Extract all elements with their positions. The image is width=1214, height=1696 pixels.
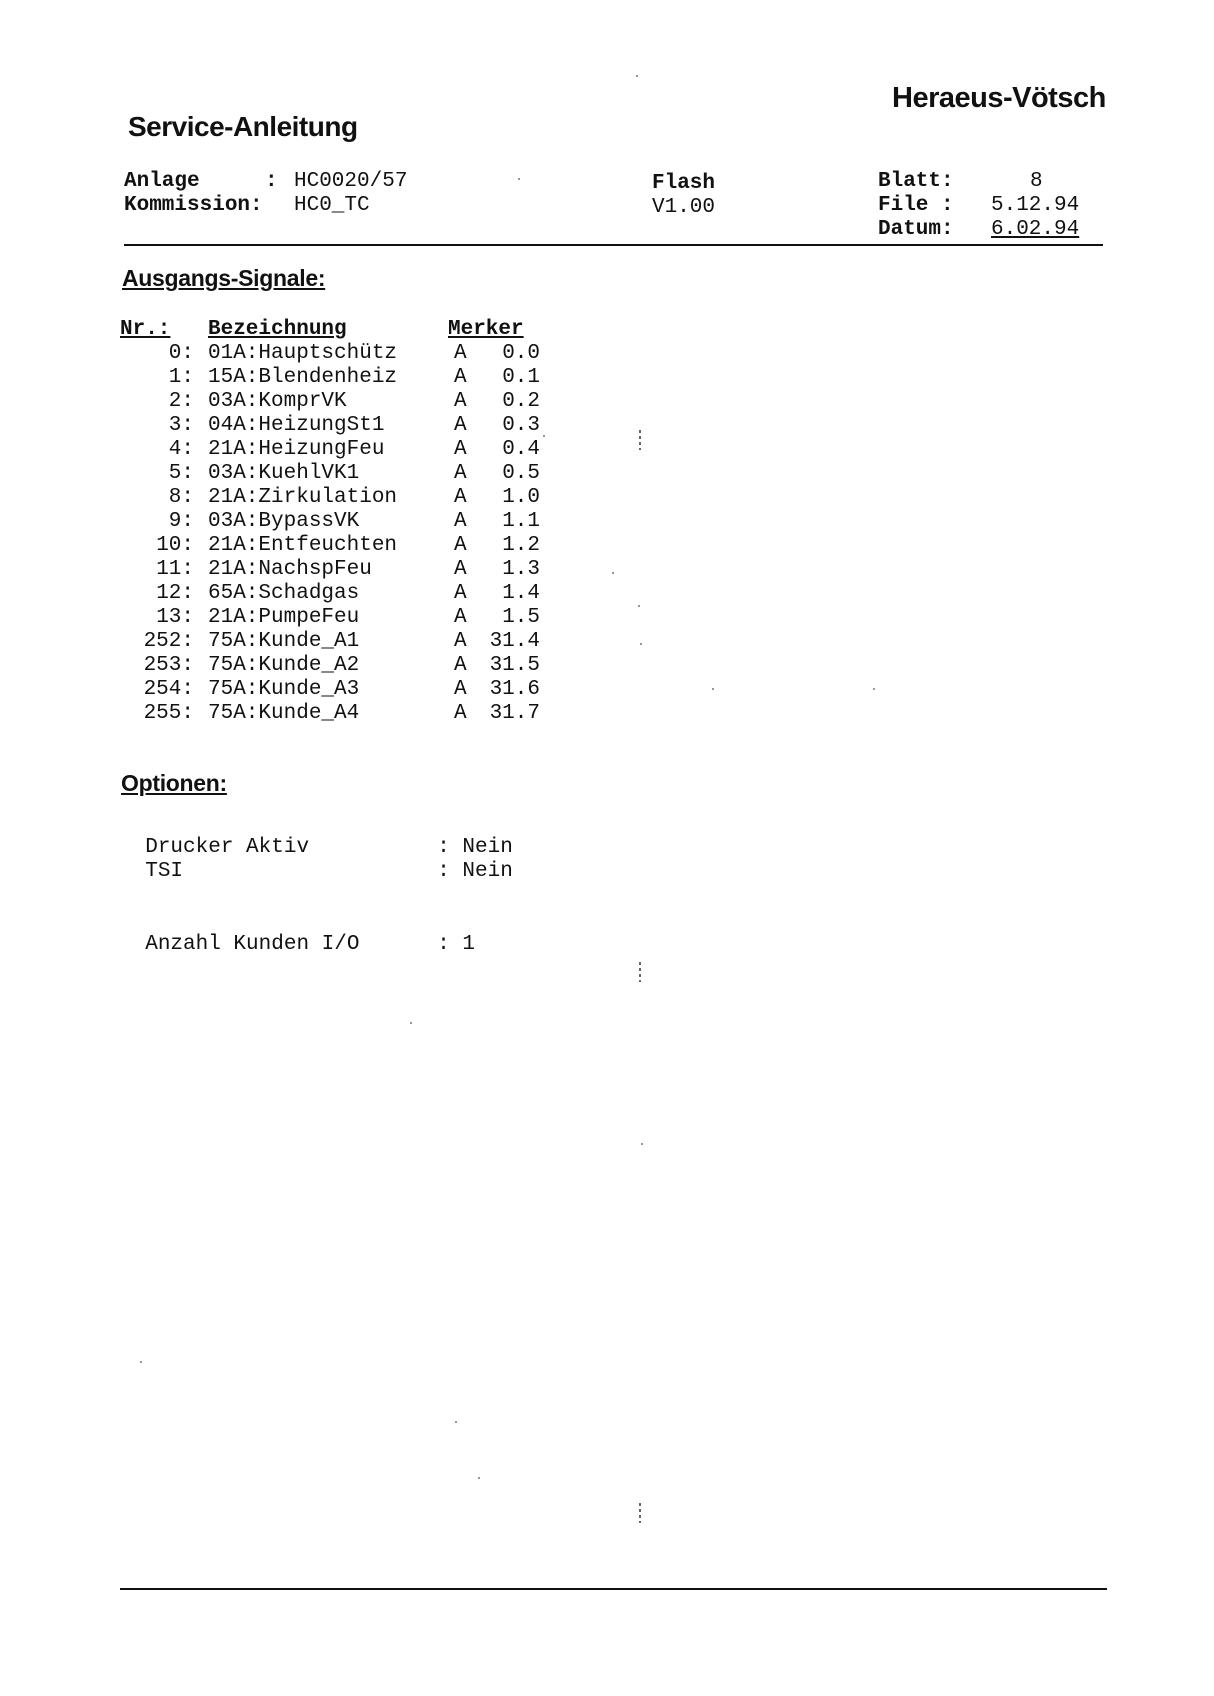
scan-speck — [140, 1361, 142, 1363]
footer-divider — [120, 1588, 1107, 1590]
scan-speck — [410, 1022, 412, 1024]
cell-merker: 1.4 — [502, 582, 540, 605]
cell-merker: 31.7 — [489, 702, 540, 725]
option-value: : 1 — [437, 933, 476, 956]
option-value: : Nein — [437, 836, 513, 859]
cell-type: A — [454, 438, 467, 461]
anlage-colon: : — [265, 170, 278, 193]
scan-speck — [455, 1421, 457, 1423]
cell-nr: 11: — [156, 558, 194, 581]
cell-bezeichnung: 03A:BypassVK — [208, 510, 360, 533]
anlage-label: Anlage — [124, 170, 200, 193]
cell-merker: 0.2 — [502, 390, 540, 413]
column-header-nr: Nr.: — [120, 318, 171, 341]
output-signals-table — [120, 318, 540, 726]
cell-bezeichnung: 01A:Hauptschütz — [208, 342, 398, 365]
cell-type: A — [454, 366, 467, 389]
option-label: TSI — [145, 860, 184, 883]
table-row — [120, 702, 540, 726]
cell-bezeichnung: 04A:HeizungSt1 — [208, 414, 385, 437]
cell-type: A — [454, 534, 467, 557]
blatt-label: Blatt: — [878, 170, 954, 193]
cell-type: A — [454, 678, 467, 701]
cell-bezeichnung: 65A:Schadgas — [208, 582, 360, 605]
cell-bezeichnung: 03A:KomprVK — [208, 390, 347, 413]
cell-nr: 252: — [143, 630, 194, 653]
cell-type: A — [454, 582, 467, 605]
cell-type: A — [454, 630, 467, 653]
cell-bezeichnung: 21A:HeizungFeu — [208, 438, 385, 461]
option-row-tsi — [120, 836, 513, 884]
cell-bezeichnung: 75A:Kunde_A4 — [208, 702, 360, 725]
option-label: Anzahl Kunden I/O — [145, 933, 360, 956]
cell-merker: 1.1 — [502, 510, 540, 533]
cell-type: A — [454, 486, 467, 509]
cell-type: A — [454, 510, 467, 533]
kommission-label: Kommission: — [124, 194, 263, 217]
brand-name: Heraeus-Vötsch — [892, 82, 1106, 114]
file-label: File : — [878, 194, 954, 217]
cell-merker: 0.4 — [502, 438, 540, 461]
scan-speck — [478, 1477, 480, 1479]
cell-nr: 254: — [143, 678, 194, 701]
cell-nr: 5: — [168, 462, 194, 485]
file-value: 5.12.94 — [991, 194, 1080, 217]
cell-nr: 255: — [143, 702, 194, 725]
output-signals-heading: Ausgangs-Signale: — [122, 265, 326, 291]
cell-type: A — [454, 654, 467, 677]
option-row-kunden-io — [120, 909, 475, 957]
cell-bezeichnung: 75A:Kunde_A3 — [208, 678, 360, 701]
column-header-merker: Merker — [448, 318, 524, 341]
scan-speck — [636, 75, 638, 77]
table-row — [120, 582, 540, 606]
table-row — [120, 534, 540, 558]
cell-merker: 31.5 — [489, 654, 540, 677]
column-header-bezeichnung: Bezeichnung — [208, 318, 347, 341]
cell-type: A — [454, 342, 467, 365]
table-row — [120, 414, 540, 438]
cell-bezeichnung: 21A:NachspFeu — [208, 558, 372, 581]
table-row — [120, 486, 540, 510]
scan-speck — [641, 1143, 643, 1145]
blatt-value: 8 — [1030, 170, 1043, 193]
options-heading: Optionen: — [121, 770, 227, 796]
scan-mark — [639, 1503, 641, 1523]
scan-mark — [639, 962, 641, 982]
scan-speck — [543, 435, 545, 437]
cell-merker: 31.4 — [489, 630, 540, 653]
cell-bezeichnung: 75A:Kunde_A1 — [208, 630, 360, 653]
datum-value: 6.02.94 — [991, 218, 1080, 241]
cell-type: A — [454, 606, 467, 629]
option-label: Drucker Aktiv — [145, 836, 310, 859]
scan-speck — [638, 605, 640, 607]
cell-bezeichnung: 15A:Blendenheiz — [208, 366, 398, 389]
cell-merker: 1.2 — [502, 534, 540, 557]
cell-type: A — [454, 558, 467, 581]
scan-speck — [612, 572, 614, 574]
cell-nr: 2: — [168, 390, 194, 413]
cell-nr: 0: — [168, 342, 194, 365]
table-row — [120, 390, 540, 414]
scan-mark — [639, 430, 641, 450]
anlage-value: HC0020/57 — [294, 170, 408, 193]
table-row — [120, 510, 540, 534]
cell-bezeichnung: 21A:PumpeFeu — [208, 606, 360, 629]
scan-speck — [640, 643, 642, 645]
cell-bezeichnung: 21A:Entfeuchten — [208, 534, 398, 557]
cell-nr: 10: — [156, 534, 194, 557]
table-row — [120, 558, 540, 582]
scan-speck — [873, 688, 875, 690]
table-row — [120, 366, 540, 390]
cell-bezeichnung: 75A:Kunde_A2 — [208, 654, 360, 677]
cell-nr: 9: — [168, 510, 194, 533]
cell-type: A — [454, 462, 467, 485]
cell-nr: 1: — [168, 366, 194, 389]
cell-merker: 1.0 — [502, 486, 540, 509]
cell-type: A — [454, 702, 467, 725]
cell-bezeichnung: 21A:Zirkulation — [208, 486, 398, 509]
cell-merker: 0.0 — [502, 342, 540, 365]
cell-merker: 1.3 — [502, 558, 540, 581]
table-header-row — [120, 318, 540, 342]
cell-merker: 31.6 — [489, 678, 540, 701]
cell-nr: 253: — [143, 654, 194, 677]
cell-nr: 12: — [156, 582, 194, 605]
table-row — [120, 438, 540, 462]
flash-version: V1.00 — [652, 196, 716, 219]
option-value: : Nein — [437, 860, 513, 883]
table-row — [120, 630, 540, 654]
cell-merker: 0.5 — [502, 462, 540, 485]
table-row — [120, 606, 540, 630]
scan-speck — [518, 178, 520, 180]
table-row — [120, 462, 540, 486]
table-row — [120, 342, 540, 366]
scan-speck — [712, 688, 714, 690]
document-title: Service-Anleitung — [128, 111, 358, 142]
output-signals-body — [120, 342, 540, 726]
cell-merker: 0.1 — [502, 366, 540, 389]
cell-merker: 1.5 — [502, 606, 540, 629]
datum-label: Datum: — [878, 218, 954, 241]
cell-nr: 3: — [168, 414, 194, 437]
cell-nr: 13: — [156, 606, 194, 629]
table-row — [120, 678, 540, 702]
cell-type: A — [454, 390, 467, 413]
cell-nr: 8: — [168, 486, 194, 509]
cell-nr: 4: — [168, 438, 194, 461]
cell-bezeichnung: 03A:KuehlVK1 — [208, 462, 360, 485]
table-row — [120, 654, 540, 678]
kommission-value: HC0_TC — [294, 194, 370, 217]
cell-merker: 0.3 — [502, 414, 540, 437]
flash-label: Flash — [652, 172, 716, 195]
cell-type: A — [454, 414, 467, 437]
header-divider — [124, 244, 1103, 246]
